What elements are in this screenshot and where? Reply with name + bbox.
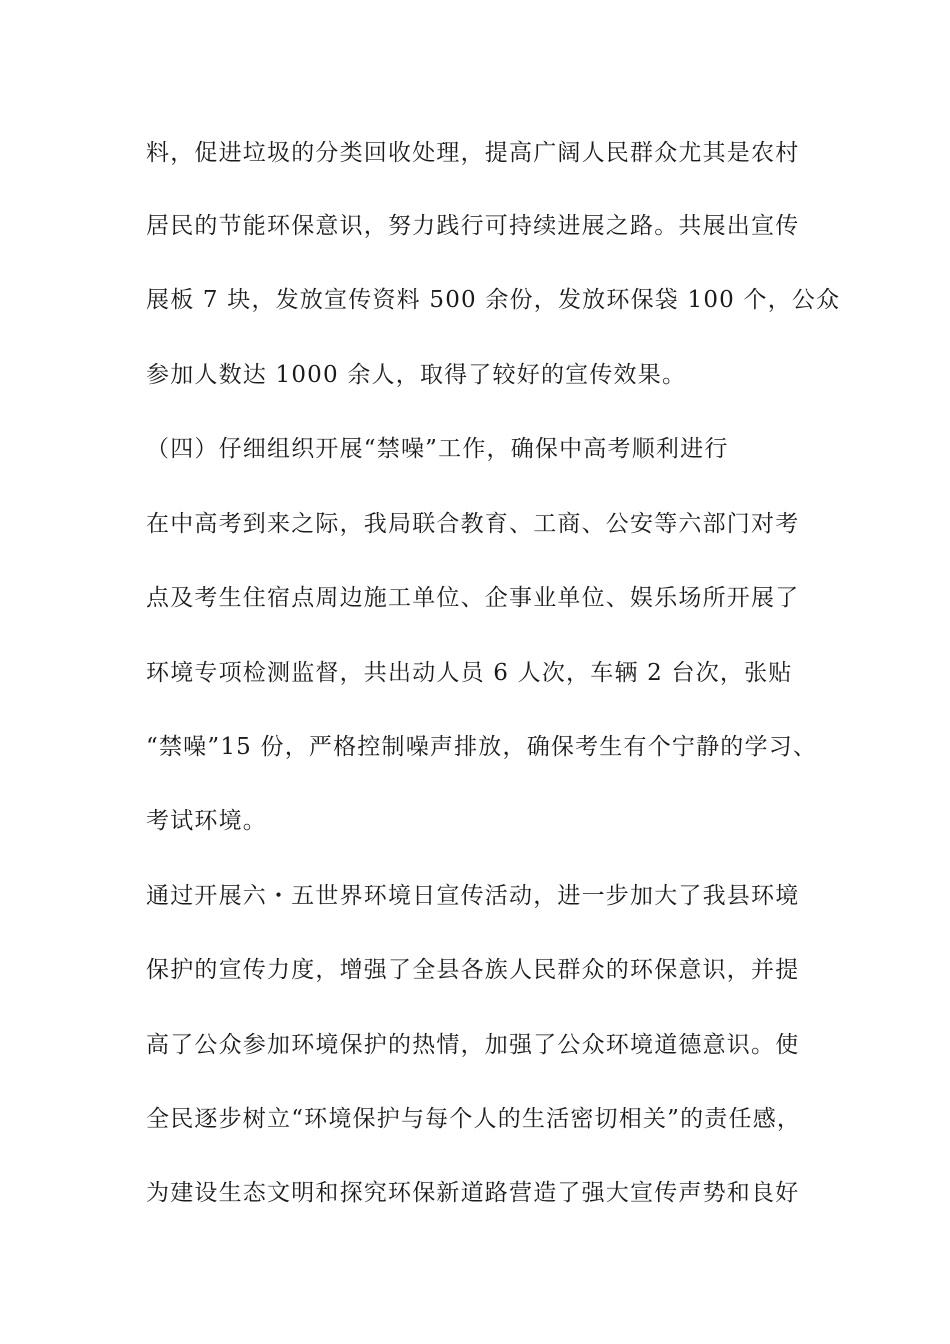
- text-line: 保护的宣传力度，增强了全县各族人民群众的环保意识，并提: [146, 957, 800, 983]
- text-line: 料，促进垃圾的分类回收处理，提高广阔人民群众尤其是农村: [146, 140, 800, 166]
- section-heading: （四）仔细组织开展“禁噪”工作，确保中高考顺利进行: [146, 436, 729, 462]
- text-line: 考试环境。: [146, 808, 267, 834]
- text-line: 展板 7 块，发放宣传资料 500 余份，发放环保袋 100 个，公众: [146, 287, 841, 313]
- text-line: 高了公众参加环境保护的热情，加强了公众环境道德意识。使: [146, 1032, 800, 1058]
- text-line: 通过开展六・五世界环境日宣传活动，进一步加大了我县环境: [146, 883, 800, 909]
- text-line: 为建设生态文明和探究环保新道路营造了强大宣传声势和良好: [146, 1180, 800, 1206]
- text-line: 在中高考到来之际，我局联合教育、工商、公安等六部门对考: [146, 511, 800, 537]
- text-line: 点及考生住宿点周边施工单位、企事业单位、娱乐场所开展了: [146, 585, 800, 611]
- text-line: 参加人数达 1000 余人，取得了较好的宣传效果。: [146, 362, 687, 388]
- text-line: 全民逐步树立“环境保护与每个人的生活密切相关”的责任感，: [146, 1106, 802, 1132]
- text-line: “禁噪”15 份，严格控制噪声排放，确保考生有个宁静的学习、: [146, 734, 818, 760]
- text-line: 居民的节能环保意识，努力践行可持续进展之路。共展出宣传: [146, 213, 800, 239]
- text-line: 环境专项检测监督，共出动人员 6 人次，车辆 2 台次，张贴: [146, 660, 793, 686]
